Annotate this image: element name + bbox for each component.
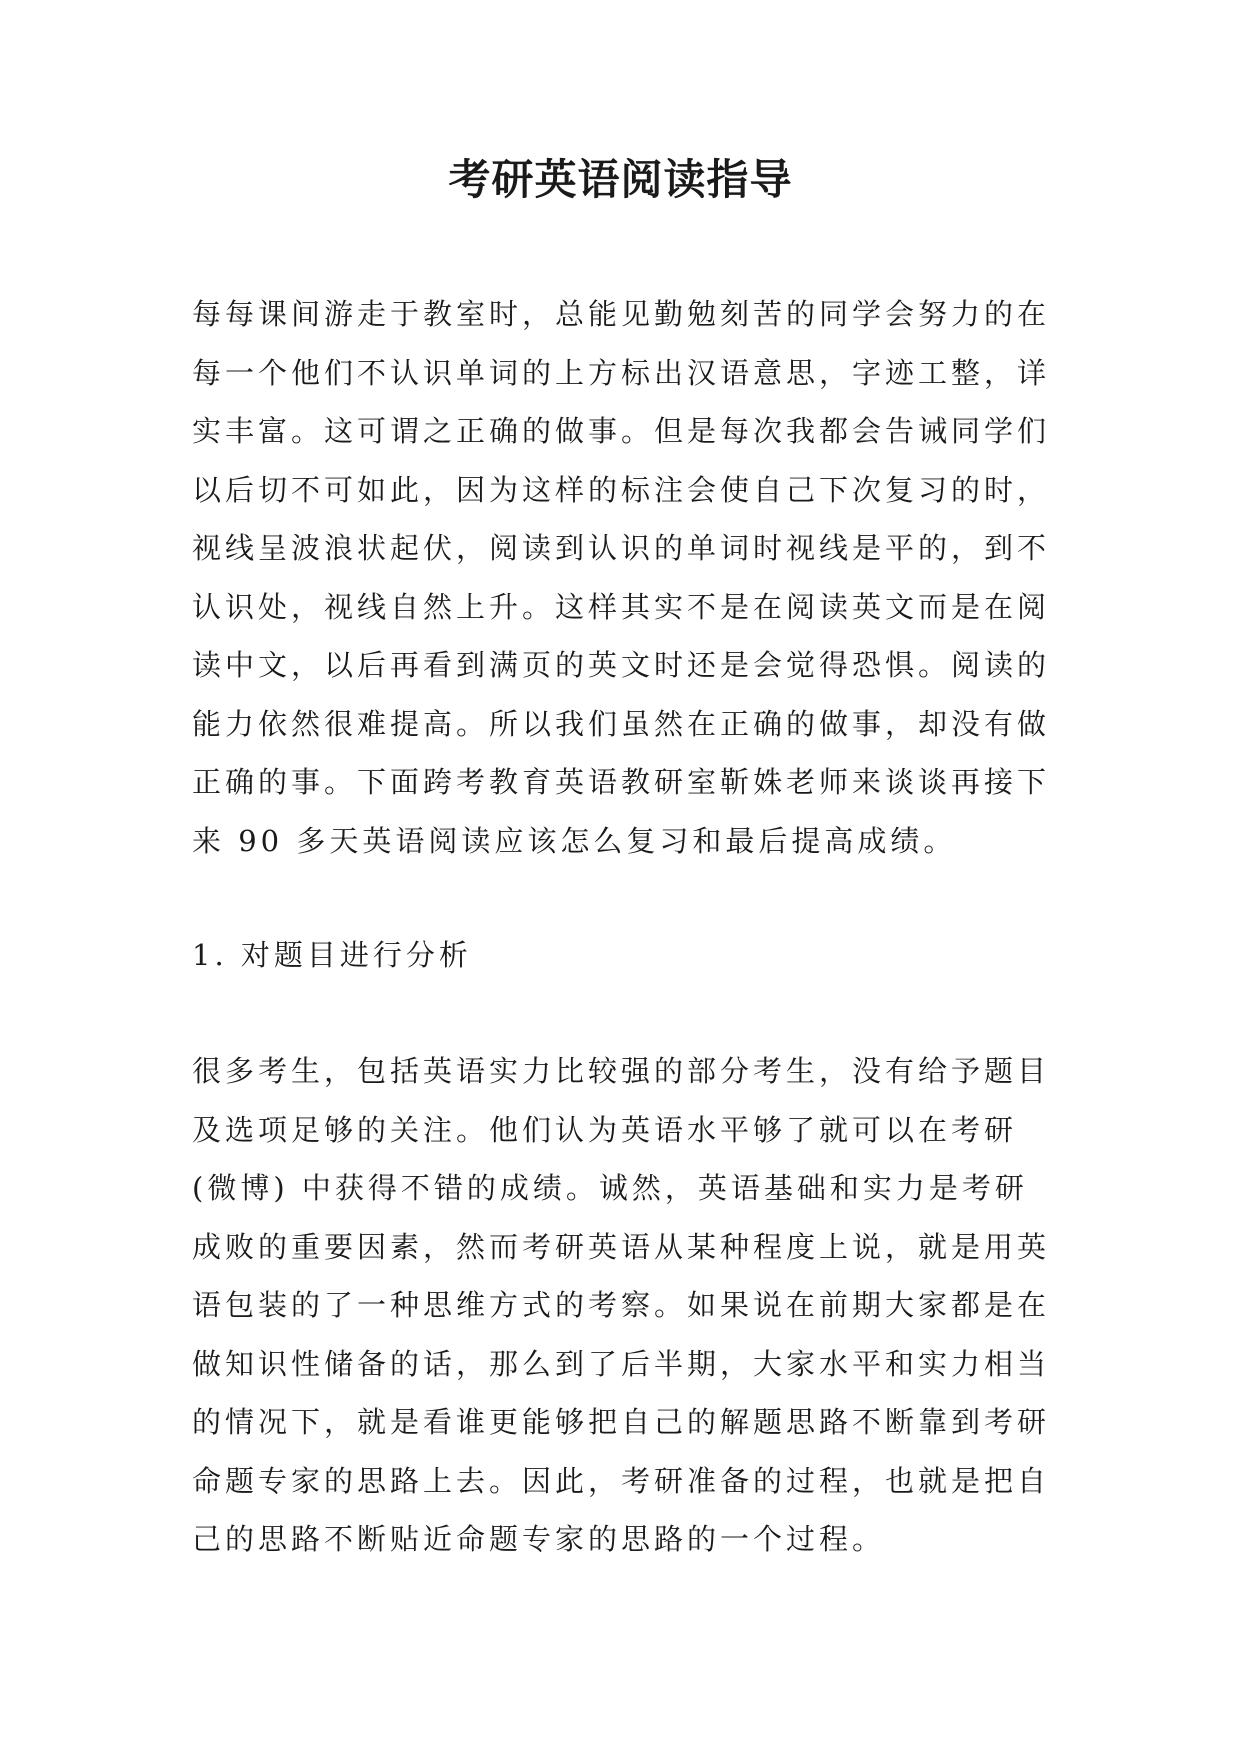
- body-paragraph: 很多考生，包括英语实力比较强的部分考生，没有给予题目及选项足够的关注。他们认为英语水平够了就可以在考研(微博) 中获得不错的成绩。诚然，英语基础和实力是考研成败的重要因素，然而考研英语从某种程度上说，就是用英语包装的了一种思维方式的考察。如果说在前期大家都是在做知识性储备的话，那么到了后半期，大家水平和实力相当的情况下，就是看谁更能够把自己的解题思路不断靠到考研命题专家的思路上去。因此，考研准备的过程，也就是把自己的思路不断贴近命题专家的思路的一个过程。: [192, 1054, 1051, 1556]
- document-title: 考研英语阅读指导: [448, 155, 793, 204]
- intro-paragraph: 每每课间游走于教室时，总能见勤勉刻苦的同学会努力的在每一个他们不认识单词的上方标出汉语意思，字迹工整，详实丰富。这可谓之正确的做事。但是每次我都会告诫同学们以后切不可如此，因为这样的标注会使自己下次复习的时，视线呈波浪状起伏，阅读到认识的单词时视线是平的，到不认识处，视线自然上升。这样其实不是在阅读英文而是在阅读中文，以后再看到满页的英文时还是会觉得恐惧。阅读的能力依然很难提高。所以我们虽然在正确的做事，却没有做正确的事。下面跨考教育英语教研室靳姝老师来谈谈再接下来 90 多天英语阅读应该怎么复习和最后提高成绩。: [192, 297, 1051, 858]
- section-heading: 1. 对题目进行分析: [192, 938, 472, 972]
